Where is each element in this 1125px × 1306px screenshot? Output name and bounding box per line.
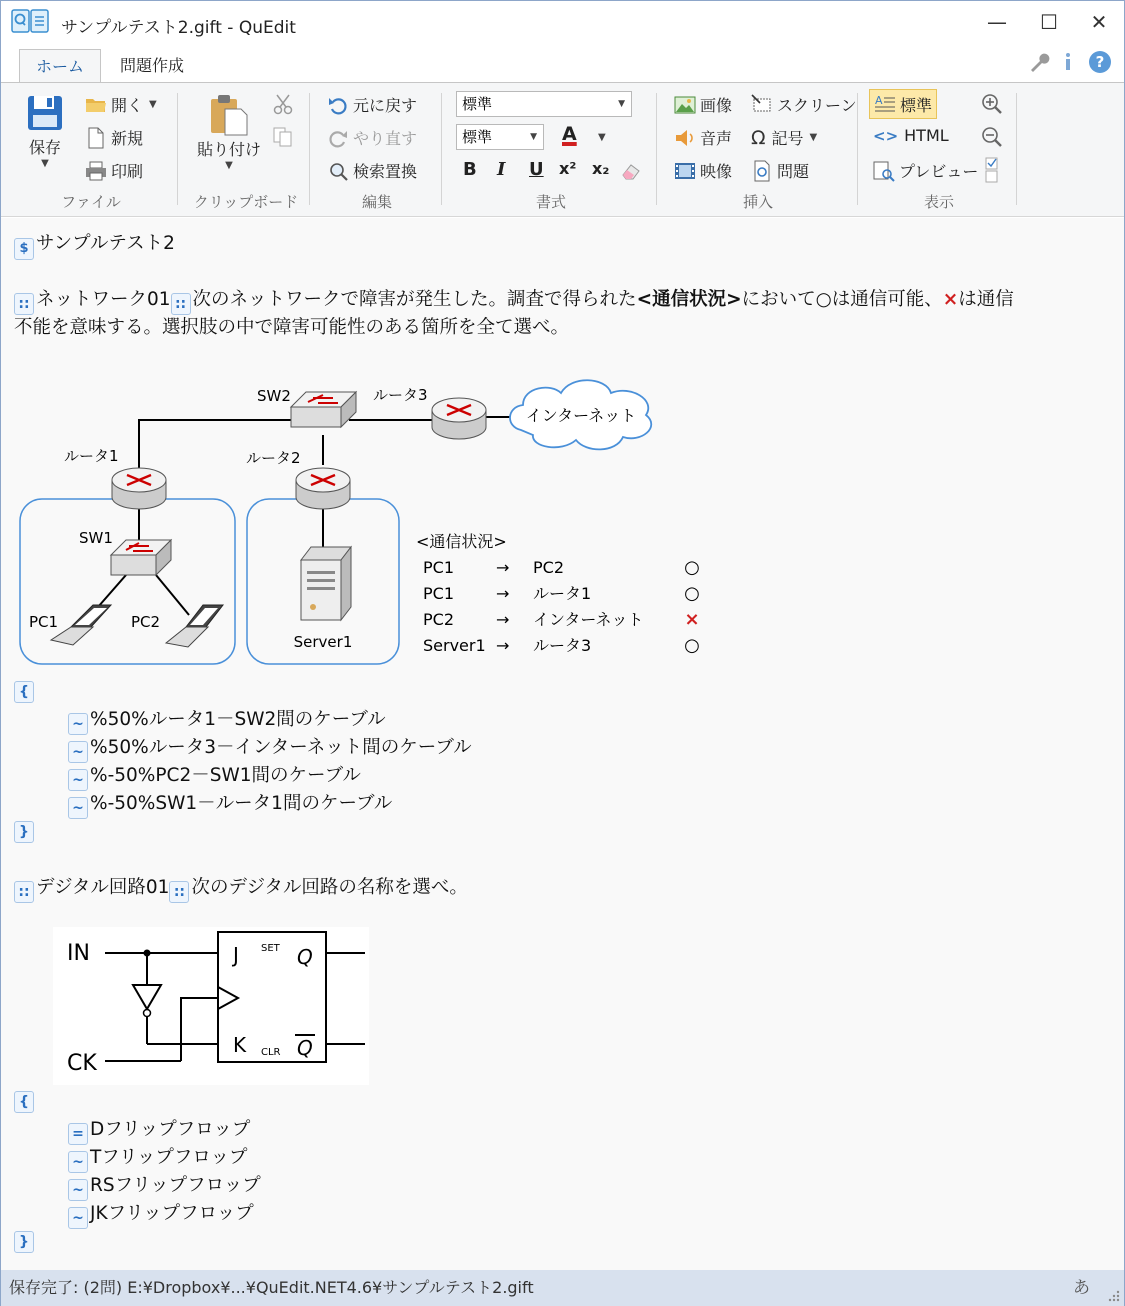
chevron-down-icon[interactable]: ▼ (598, 132, 606, 143)
clipboard-icon (207, 93, 251, 137)
eraser-icon[interactable] (621, 161, 643, 181)
open-brace-marker[interactable]: { (14, 1091, 34, 1113)
image-icon (674, 94, 696, 116)
status-to: インターネット (533, 610, 644, 629)
router2-label: ルータ2 (246, 449, 301, 467)
print-label: 印刷 (111, 162, 144, 181)
copy-icon[interactable] (272, 126, 294, 148)
film-icon (674, 160, 696, 182)
circuit-diagram (53, 927, 369, 1085)
question-name: ネットワーク01 (36, 289, 171, 310)
laptop-icon (166, 605, 223, 647)
set-label: SET (261, 943, 280, 954)
question-text: 次のデジタル回路の名称を選べ。 (191, 877, 468, 898)
server1-label: Server1 (293, 633, 353, 651)
find-replace-label: 検索置換 (353, 162, 418, 181)
question-text-marker[interactable]: :: (171, 293, 191, 315)
title-bar (1, 1, 1124, 43)
question-text: 次のネットワークで障害が発生した。調査で得られた (192, 289, 637, 310)
answer-item (68, 1115, 250, 1145)
j-label: J (233, 943, 239, 967)
maximize-button[interactable] (1029, 7, 1069, 37)
answer-marker[interactable]: ~ (68, 1179, 88, 1201)
font-select-value: 標準 (462, 128, 493, 146)
font-color-button[interactable] (562, 123, 577, 145)
close-brace-marker[interactable]: } (14, 1231, 34, 1253)
insert-video-button[interactable] (674, 159, 732, 182)
editor-area[interactable] (1, 218, 1124, 1270)
view-html-label: HTML (904, 126, 949, 145)
question-name-marker[interactable]: :: (14, 293, 34, 315)
status-to: ルータ1 (533, 584, 592, 603)
router1-label: ルータ1 (64, 447, 119, 465)
server-icon (301, 547, 351, 620)
sw2-label: SW2 (257, 387, 291, 405)
answer-text: %-50%PC2－SW1間のケーブル (90, 765, 361, 786)
folder-icon (85, 94, 107, 116)
screenshot-icon (751, 94, 773, 116)
wrench-icon[interactable] (1028, 51, 1050, 73)
switch-icon (111, 540, 171, 575)
answer-item (68, 733, 472, 763)
question-name-marker[interactable]: :: (14, 881, 34, 903)
q-label: Q (297, 945, 313, 969)
group-separator (656, 93, 657, 205)
insert-symbol-button[interactable] (751, 126, 817, 149)
preview-icon (873, 160, 895, 182)
question-doc-icon (751, 160, 773, 182)
status-from: PC2 (423, 610, 454, 629)
view-standard-label: 標準 (900, 95, 933, 115)
sw1-label: SW1 (79, 529, 113, 547)
insert-video-label: 映像 (700, 162, 733, 181)
insert-audio-button[interactable] (674, 126, 732, 149)
info-icon[interactable] (1061, 51, 1075, 73)
status-table (423, 557, 700, 656)
window-title: サンプルテスト2.gift - QuEdit (61, 18, 296, 38)
find-replace-button[interactable] (327, 159, 417, 182)
status-from: PC1 (423, 584, 454, 603)
undo-button[interactable] (327, 93, 417, 116)
status-result: ○ (684, 557, 700, 578)
question-name: デジタル回路01 (36, 877, 170, 898)
answer-marker[interactable]: ~ (68, 741, 88, 763)
status-table-title: <通信状況> (416, 532, 507, 551)
italic-button[interactable]: I (497, 159, 506, 180)
app-logo-icon (11, 8, 49, 36)
answer-text: %-50%SW1－ルータ1間のケーブル (90, 793, 393, 814)
insert-audio-label: 音声 (700, 129, 733, 148)
ribbon-tabs (1, 43, 1124, 83)
zoom-out-icon[interactable] (981, 126, 1003, 148)
question-text-line2: 不能を意味する。選択肢の中で障害可能性のある箇所を全て選べ。 (14, 317, 570, 338)
test-title-line (14, 229, 175, 260)
printer-icon (85, 160, 107, 182)
save-button[interactable] (21, 93, 69, 169)
answer-text: %50%ルータ1－SW2間のケーブル (90, 709, 386, 730)
qbar-label: Q (297, 1036, 313, 1060)
answer-marker[interactable]: ~ (68, 769, 88, 791)
answer-marker[interactable]: ~ (68, 1207, 88, 1229)
question-text: において○は通信可能、 (741, 289, 943, 310)
router-icon (112, 468, 166, 509)
style-select[interactable] (456, 91, 632, 117)
ribbon (1, 83, 1124, 217)
chevron-down-icon: ▼ (149, 99, 157, 110)
resize-grip-icon[interactable] (1106, 1288, 1120, 1302)
save-label: 保存 (28, 138, 61, 157)
bold-button[interactable]: B (463, 159, 477, 180)
underline-button[interactable]: U (529, 159, 544, 180)
view-preview-label: プレビュー (899, 162, 979, 181)
code-icon: <> (873, 126, 899, 145)
status-text: 保存完了: (2問) E:¥Dropbox¥...¥QuEdit.NET4.6¥サンプルテスト2.gift (9, 1278, 534, 1297)
view-html-button[interactable] (873, 126, 949, 145)
switch-icon (291, 392, 356, 427)
answer-item (68, 705, 386, 735)
title-marker[interactable]: $ (14, 238, 34, 260)
omega-icon: Ω (751, 126, 766, 149)
group-separator (177, 93, 178, 205)
minimize-button[interactable] (977, 7, 1017, 37)
cut-icon[interactable] (272, 93, 294, 115)
answer-marker[interactable]: ~ (68, 1151, 88, 1173)
pc2-label: PC2 (131, 613, 161, 631)
text-view-icon (874, 93, 896, 115)
paste-button[interactable] (197, 93, 261, 171)
cable (156, 575, 189, 615)
status-to: ルータ3 (533, 636, 592, 655)
answer-text: RSフリップフロップ (90, 1175, 261, 1196)
chevron-down-icon: ▼ (225, 160, 233, 171)
answer-text: %50%ルータ3－インターネット間のケーブル (90, 737, 472, 758)
answer-open-brace (14, 677, 36, 703)
view-standard-button[interactable] (869, 89, 937, 119)
router-icon (296, 468, 350, 509)
router-icon (432, 398, 486, 439)
answer-item (68, 1199, 254, 1229)
answer-marker[interactable]: ~ (68, 797, 88, 819)
status-arrow: → (496, 636, 510, 655)
insert-image-button[interactable] (674, 93, 732, 116)
open-button[interactable] (85, 93, 157, 116)
subscript-button[interactable]: x₂ (592, 159, 610, 178)
new-button[interactable] (85, 126, 143, 149)
status-result: ○ (684, 635, 700, 656)
open-label: 開く (111, 96, 144, 115)
internet-label: インターネット (525, 406, 637, 425)
checkbox-toggle-icon[interactable] (985, 157, 999, 183)
question-header (14, 873, 468, 903)
laptop-icon (51, 605, 111, 645)
search-icon (327, 160, 349, 182)
font-select[interactable] (456, 124, 544, 150)
insert-symbol-label: 記号 (771, 129, 804, 148)
answer-text: Dフリップフロップ (90, 1119, 251, 1140)
status-bar (1, 1270, 1124, 1306)
minimize-icon: — (987, 10, 1007, 34)
answer-open-brace (14, 1087, 36, 1113)
print-button[interactable] (85, 159, 143, 182)
k-label: K (233, 1033, 247, 1057)
svg-text:?: ? (1095, 53, 1105, 71)
font-color-icon: A (562, 123, 577, 145)
group-separator (309, 93, 310, 205)
status-from: Server1 (423, 636, 486, 655)
ck-label: CK (67, 1051, 97, 1076)
close-button[interactable] (1079, 7, 1119, 37)
chevron-down-icon: ▼ (809, 132, 818, 143)
answer-item (68, 1171, 261, 1201)
ime-indicator[interactable]: あ (1073, 1278, 1090, 1298)
question-text: は通信 (958, 289, 1014, 310)
cross-mark: × (942, 289, 959, 310)
tab-home[interactable]: ホーム (19, 49, 101, 83)
paste-label: 貼り付け (197, 140, 262, 159)
answer-marker[interactable]: ~ (68, 713, 88, 735)
status-result: ○ (684, 583, 700, 604)
redo-icon (327, 127, 349, 149)
status-arrow: → (496, 584, 510, 603)
insert-screen-button[interactable] (751, 93, 857, 116)
save-icon (25, 93, 65, 133)
answer-close-brace (14, 1227, 36, 1253)
redo-label: やり直す (353, 129, 418, 148)
close-brace-marker[interactable]: } (14, 821, 34, 843)
question-header (14, 285, 1014, 315)
group-label-file: ファイル (61, 193, 121, 211)
test-title: サンプルテスト2 (36, 233, 175, 254)
chevron-down-icon: ▼ (41, 158, 49, 169)
pc1-label: PC1 (29, 613, 59, 631)
group-label-format: 書式 (535, 193, 566, 211)
group-label-view: 表示 (923, 193, 954, 211)
answer-close-brace (14, 817, 36, 843)
status-to: PC2 (533, 558, 564, 577)
new-document-icon (85, 127, 107, 149)
answer-text: Tフリップフロップ (90, 1147, 248, 1168)
question-text-marker[interactable]: :: (169, 881, 189, 903)
insert-question-button[interactable] (751, 159, 809, 182)
group-label-clipboard: クリップボード (193, 193, 299, 211)
group-separator (857, 93, 858, 205)
insert-image-label: 画像 (700, 96, 733, 115)
tab-create-question[interactable]: 問題作成 (120, 56, 185, 75)
style-select-value: 標準 (462, 95, 493, 113)
answer-item (68, 789, 392, 819)
status-from: PC1 (423, 558, 454, 577)
view-preview-button[interactable] (873, 159, 978, 182)
insert-question-label: 問題 (777, 162, 810, 181)
new-label: 新規 (111, 129, 144, 148)
answer-marker[interactable]: = (68, 1123, 88, 1145)
undo-label: 元に戻す (353, 96, 418, 115)
insert-screen-label: スクリーン (777, 96, 857, 115)
network-diagram (11, 365, 711, 675)
undo-icon (327, 94, 349, 116)
status-result: × (684, 609, 700, 630)
in-label: IN (67, 941, 90, 966)
group-separator (441, 93, 442, 205)
help-icon[interactable] (1088, 50, 1112, 74)
answer-text: JKフリップフロップ (90, 1203, 254, 1224)
chevron-down-icon: ▼ (530, 132, 537, 142)
status-arrow: → (496, 558, 510, 577)
zoom-in-icon[interactable] (981, 93, 1003, 115)
open-brace-marker[interactable]: { (14, 681, 34, 703)
clr-label: CLR (261, 1047, 281, 1058)
group-separator (1016, 93, 1017, 205)
close-icon: ✕ (1090, 10, 1108, 34)
group-label-edit: 編集 (361, 193, 392, 211)
maximize-icon: ☐ (1040, 10, 1058, 34)
redo-button[interactable] (327, 126, 417, 149)
speaker-icon (674, 127, 696, 149)
chevron-down-icon: ▼ (618, 99, 625, 109)
answer-item (68, 1143, 247, 1173)
router3-label: ルータ3 (373, 386, 428, 404)
question-text-bold: <通信状況> (636, 289, 742, 310)
status-arrow: → (496, 610, 510, 629)
svg-text:A: A (875, 94, 883, 107)
group-label-insert: 挿入 (742, 193, 773, 211)
answer-item (68, 761, 361, 791)
superscript-button[interactable]: x² (559, 159, 577, 178)
